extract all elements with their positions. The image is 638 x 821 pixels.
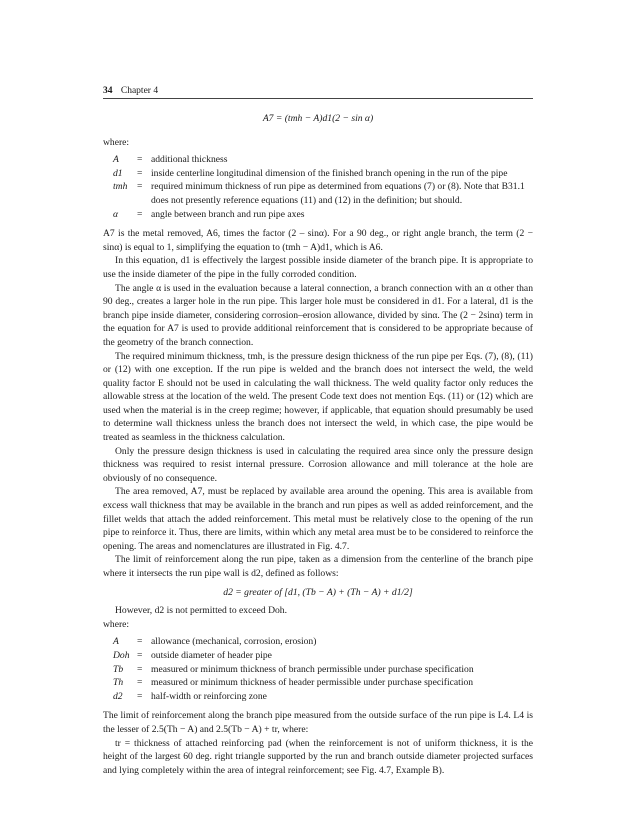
definitions-list-2: [113, 635, 533, 703]
definition-text: inside centerline longitudinal dimension of the finished branch opening in the run of the pipe: [151, 167, 508, 179]
equation-a7: A7 = (tmh − A)d1(2 − sin α): [262, 113, 374, 124]
definition-text: required minimum thickness of run pipe as determined from equations (7) or (8). Note that B31.1 does not presently reference equations (11) and (12) in the definition; but should.: [151, 181, 525, 206]
chapter-label: Chapter 4: [120, 86, 159, 96]
definition-item: Th = measured or minimum thickness of header permissible under purchase specification: [113, 676, 533, 690]
definition-item: A = allowance (mechanical, corrosion, erosion): [113, 635, 533, 649]
definition-symbol: d1: [113, 167, 123, 179]
definition-symbol: tmh: [113, 181, 128, 193]
definition-item: d2 = half-width or reinforcing zone: [113, 690, 533, 704]
definition-item: d1 = inside centerline longitudinal dimension of the finished branch opening in the run of the pipe: [113, 167, 533, 181]
definition-symbol: d2: [113, 690, 123, 702]
definition-symbol: Tb: [113, 663, 124, 675]
definition-item: α = angle between branch and run pipe axes: [113, 208, 533, 222]
where-label: where:: [103, 618, 130, 630]
definition-text: outside diameter of header pipe: [151, 649, 272, 661]
definition-item: Tb = measured or minimum thickness of branch permissible under purchase specification: [113, 663, 533, 677]
page-number: 34: [103, 86, 113, 96]
definition-text: angle between branch and run pipe axes: [151, 208, 305, 220]
definitions-list-1: [113, 153, 533, 221]
paragraph: The required minimum thickness, tmh, is the pressure design thickness of the run pipe per Eqs. (7), (8), (11) or (12) with one exception. If the run pipe is welded and the branch does not intersect the weld, the weld quality factor E should not be used in calculating the wall thickness. The weld quality factor only reduces the allowable stress at the location of the weld. The present Code text does not mention Eqs. (11) or (12) which are used when the material is in the creep regime; however, if applicable, that equation should presumably be used to determine wall thickness unless the branch does not intersect the weld, in which case, the pipe would be treated as seamless in the thickness calculation.: [103, 350, 533, 444]
paragraph: tr = thickness of attached reinforcing pad (when the reinforcement is not of uniform thickness, it is the height of the largest 60 deg. right triangle supported by the run and branch outside diameter projected surfaces and lying completely within the area of integral reinforcement; see Fig. 4.7, Example B).: [103, 737, 533, 776]
definition-symbol: A: [113, 636, 119, 648]
page-body: [103, 108, 533, 777]
paragraph: The angle α is used in the evaluation because a lateral connection, a branch connection with an α other than 90 deg., creates a larger hole in the run pipe. This larger hole must be considered in d1. For a lateral, d1 is the branch pipe inside diameter, considering corrosion–erosion allowance, divided by sinα. The (2 − 2sinα) term in the equation for A7 is used to provide additional reinforcement that is considered to be appropriate because of the geometry of the branch connection.: [103, 282, 533, 348]
definition-text: additional thickness: [151, 154, 228, 166]
paragraph: In this equation, d1 is effectively the largest possible inside diameter of the branch pipe. It is appropriate to use the inside diameter of the pipe in the fully corroded condition.: [103, 255, 533, 280]
definition-symbol: A: [113, 154, 119, 166]
equation-d2: d2 = greater of [d1, (Tb − A) + (Th − A) + d1/2]: [223, 586, 413, 598]
definition-symbol: Th: [113, 677, 124, 689]
paragraph: The area removed, A7, must be replaced by available area around the opening. This area is available from excess wall thickness that may be available in the branch and run pipes as well as added reinforcement, and the fillet welds that attach the added reinforcement. This metal must be relatively close to the opening of the run pipe to reinforce it. Thus, there are limits, within which any metal area must be to be considered to reinforce the opening. The areas and nomenclatures are illustrated in Fig. 4.7.: [103, 486, 533, 552]
paragraph: The limit of reinforcement along the branch pipe measured from the outside surface of the run pipe is L4. L4 is the lesser of 2.5(Th − A) and 2.5(Tb − A) + tr, where:: [103, 710, 533, 735]
paragraph: Only the pressure design thickness is used in calculating the required area since only the pressure design thickness was required to resist internal pressure. Corrosion allowance and mill tolerance at the hole are obviously of no consequence.: [103, 445, 533, 484]
definition-text: measured or minimum thickness of header permissible under purchase specification: [151, 677, 474, 689]
definition-item: Doh = outside diameter of header pipe: [113, 649, 533, 663]
definition-item: tmh = required minimum thickness of run pipe as determined from equations (7) or (8). Note that B31.1 does not presently reference equations (11) and (12) in the definition; but should.: [113, 180, 533, 207]
definition-symbol: α: [113, 208, 119, 220]
definition-text: half-width or reinforcing zone: [151, 690, 267, 702]
paragraph: The limit of reinforcement along the run pipe, taken as a dimension from the centerline of the branch pipe where it intersects the run pipe wall is d2, defined as follows:: [103, 554, 533, 579]
definition-item: A = additional thickness: [113, 153, 533, 167]
where-label: where:: [103, 136, 130, 148]
paragraph: A7 is the metal removed, A6, times the factor (2 – sinα). For a 90 deg., or right angle branch, the term (2 − sinα) is equal to 1, simplifying the equation to (tmh − A)d1, which is A6.: [103, 228, 533, 253]
definition-text: allowance (mechanical, corrosion, erosion): [151, 636, 317, 648]
paragraph: However, d2 is not permitted to exceed Doh.: [115, 605, 287, 617]
definition-text: measured or minimum thickness of branch permissible under purchase specification: [151, 663, 474, 675]
page-header: [103, 86, 533, 99]
definition-symbol: Doh: [113, 649, 130, 661]
